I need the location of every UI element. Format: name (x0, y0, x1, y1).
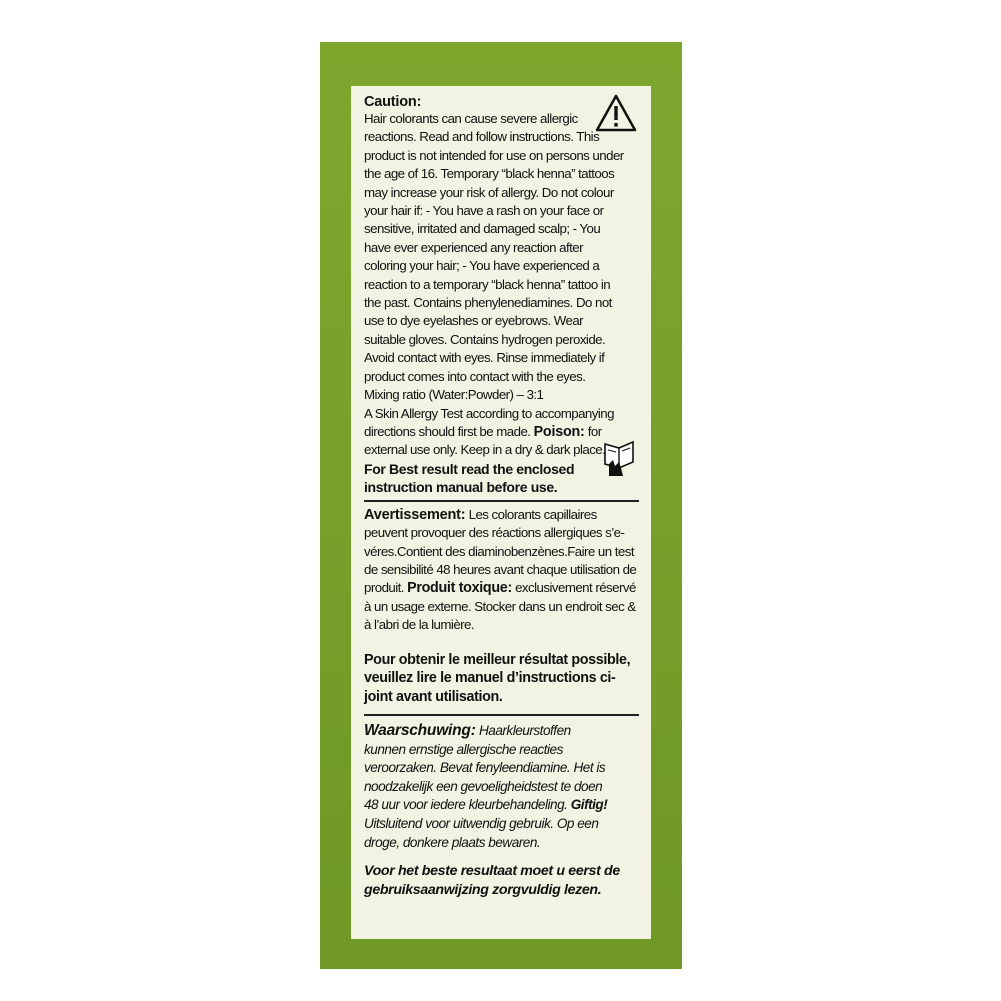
french-title: Avertissement: (364, 506, 466, 523)
divider (364, 500, 639, 502)
warning-panel (351, 86, 651, 939)
divider (364, 714, 639, 716)
mixing-ratio: Mixing ratio (Water:Powder) – 3:1 (364, 387, 544, 403)
caution-body: Hair colorants can cause severe allergic reactions. Read and follow instructions. This product is not intended for use on persons under the age of 16. Temporary “black henna” tattoos may increase your risk of allergy. Do not colour your hair if: - You have a rash on your face or sensitive, irritated and damaged scalp; - You have ever experienced any reaction after coloring your hair; - You have experienced a reaction to a temporary “black henna” tattoo in the past. Contains phenylenediamines. Do not use to dye eyelashes or eyebrows. Wear suitable gloves. Contains hydrogen peroxide. Avoid contact with eyes. Rinse immediately if product comes into contact with the eyes. (364, 111, 624, 384)
poison-label: Poison: (533, 423, 585, 440)
french-toxic-label: Produit toxique: (407, 580, 512, 597)
instruction-manual-icon (599, 438, 639, 478)
best-result-fr: Pour obtenir le meilleur résultat possible, veuillez lire le manuel d’instructions ci-joint avant utilisation. (364, 651, 631, 705)
dutch-body: Haarkleurstoffen kunnen ernstige allergische reacties veroorzaken. Bevat fenyleendiamine. Het is noodzakelijk een gevoeligheidstest te doen 48 uur voor iedere kleurbehandeling. (364, 723, 606, 813)
poison-text: for external use only. Keep in a dry & dark place. (364, 423, 606, 458)
french-body: Les colorants capillaires peuvent provoquer des réactions allergiques s’e-véres.Contient des diaminobenzènes.Faire un test de sensibilité 48 heures avant chaque utilisation de produit. (364, 506, 637, 596)
caution-title: Caution: (364, 94, 422, 110)
warning-triangle-icon (595, 94, 637, 132)
french-text (364, 506, 638, 635)
dutch-title: Waarschuwing: (364, 722, 476, 740)
dutch-toxic-label: Giftig! (570, 797, 608, 813)
dutch-text (364, 722, 614, 852)
caution-text (364, 110, 626, 460)
french-warning (364, 506, 639, 706)
allergy-test: A Skin Allergy Test according to accompanying directions should first be made. (364, 405, 614, 439)
dutch-warning (364, 722, 639, 900)
dutch-toxic-text: Uitsluitend voor uitwendig gebruik. Op een droge, donkere plaats bewaren. (364, 816, 599, 850)
french-toxic-text: exclusivement réservé à un usage externe. Stocker dans un endroit sec & à l’abri de la lumière. (364, 580, 636, 633)
best-result-nl: Voor het beste resultaat moet u eerst de gebruiksaanwijzing zorgvuldig lezen. (364, 863, 620, 899)
best-result-en: For Best result read the enclosed instruction manual before use. (364, 460, 575, 495)
english-caution (364, 94, 639, 496)
